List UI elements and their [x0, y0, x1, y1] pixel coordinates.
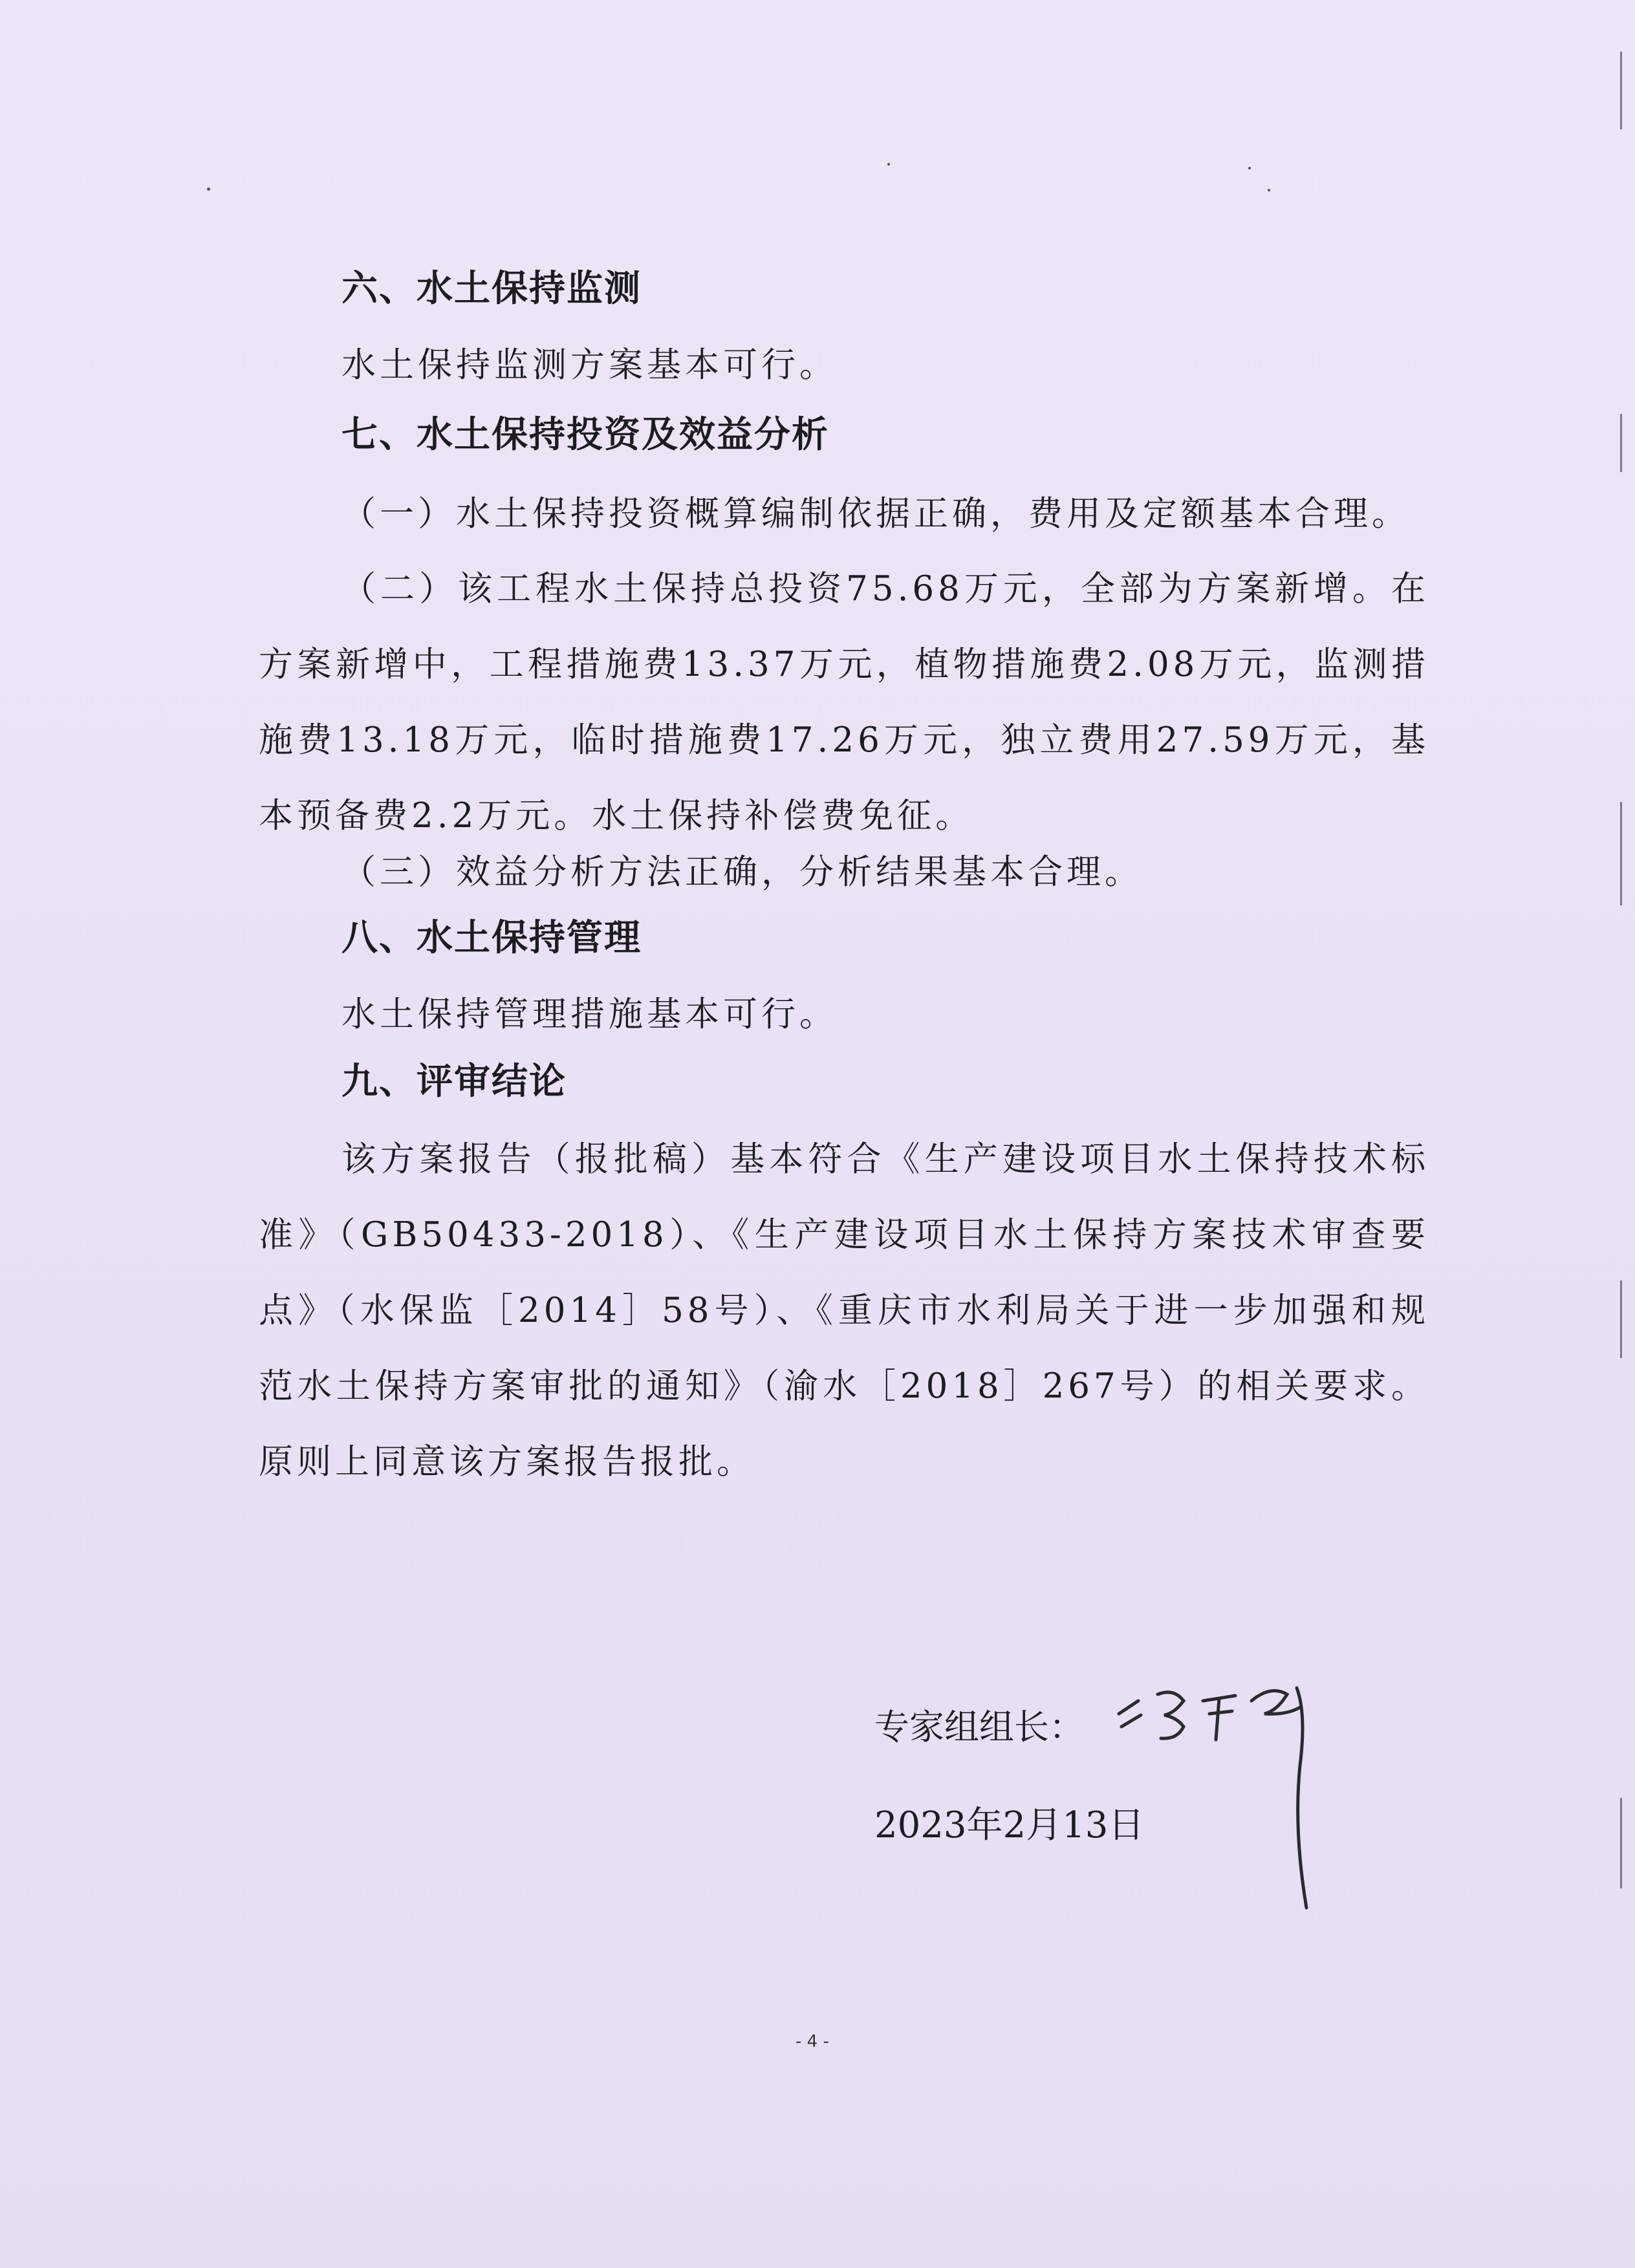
- section-7-item-3: （三）效益分析方法正确，分析结果基本合理。: [341, 852, 1143, 892]
- section-8-text: 水土保持管理措施基本可行。: [341, 995, 838, 1034]
- scan-speck: [887, 163, 890, 166]
- section-9-text: 该方案报告（报批稿）基本符合《生产建设项目水土保持技术标准》（GB50433-2018）、《生产建设项目水土保持方案技术审查要点》（水保监［2014］58号）、《重庆市水利局关于进一步加强和规范水土保持方案审批的通知》（渝水［2018］267号）的相关要求。原则上同意该方案报告报批。: [259, 1139, 1429, 1482]
- scan-edge-mark: [1620, 1280, 1622, 1358]
- scan-edge-mark: [1620, 52, 1622, 129]
- scan-edge-mark: [1620, 802, 1622, 905]
- section-7-heading: 七、水土保持投资及效益分析: [341, 414, 829, 456]
- scan-speck: [1248, 167, 1251, 169]
- scan-speck: [207, 188, 210, 191]
- scan-edge-mark: [1620, 1798, 1622, 1888]
- signature-date: 2023年2月13日: [874, 1804, 1145, 1846]
- scan-speck: [1268, 189, 1270, 191]
- section-6-heading: 六、水土保持监测: [341, 268, 642, 310]
- section-7-item-2: （二）该工程水土保持总投资75.68万元，全部为方案新增。在方案新增中，工程措施费13.37万元，植物措施费2.08万元，监测措施费13.18万元，临时措施费17.26万元，独立费用27.59万元，基本预备费2.2万元。水土保持补偿费免征。: [259, 569, 1429, 836]
- expert-leader-label: 专家组组长：: [874, 1707, 1084, 1747]
- section-7-item-1: （一）水土保持投资概算编制依据正确，费用及定额基本合理。: [341, 494, 1410, 534]
- section-9-heading: 九、评审结论: [341, 1061, 567, 1103]
- section-8-heading: 八、水土保持管理: [341, 917, 642, 959]
- scan-edge-mark: [1620, 414, 1622, 472]
- page-number: - 4 -: [796, 2032, 829, 2051]
- section-6-text: 水土保持监测方案基本可行。: [341, 345, 838, 385]
- handwritten-signature: [1112, 1675, 1345, 1914]
